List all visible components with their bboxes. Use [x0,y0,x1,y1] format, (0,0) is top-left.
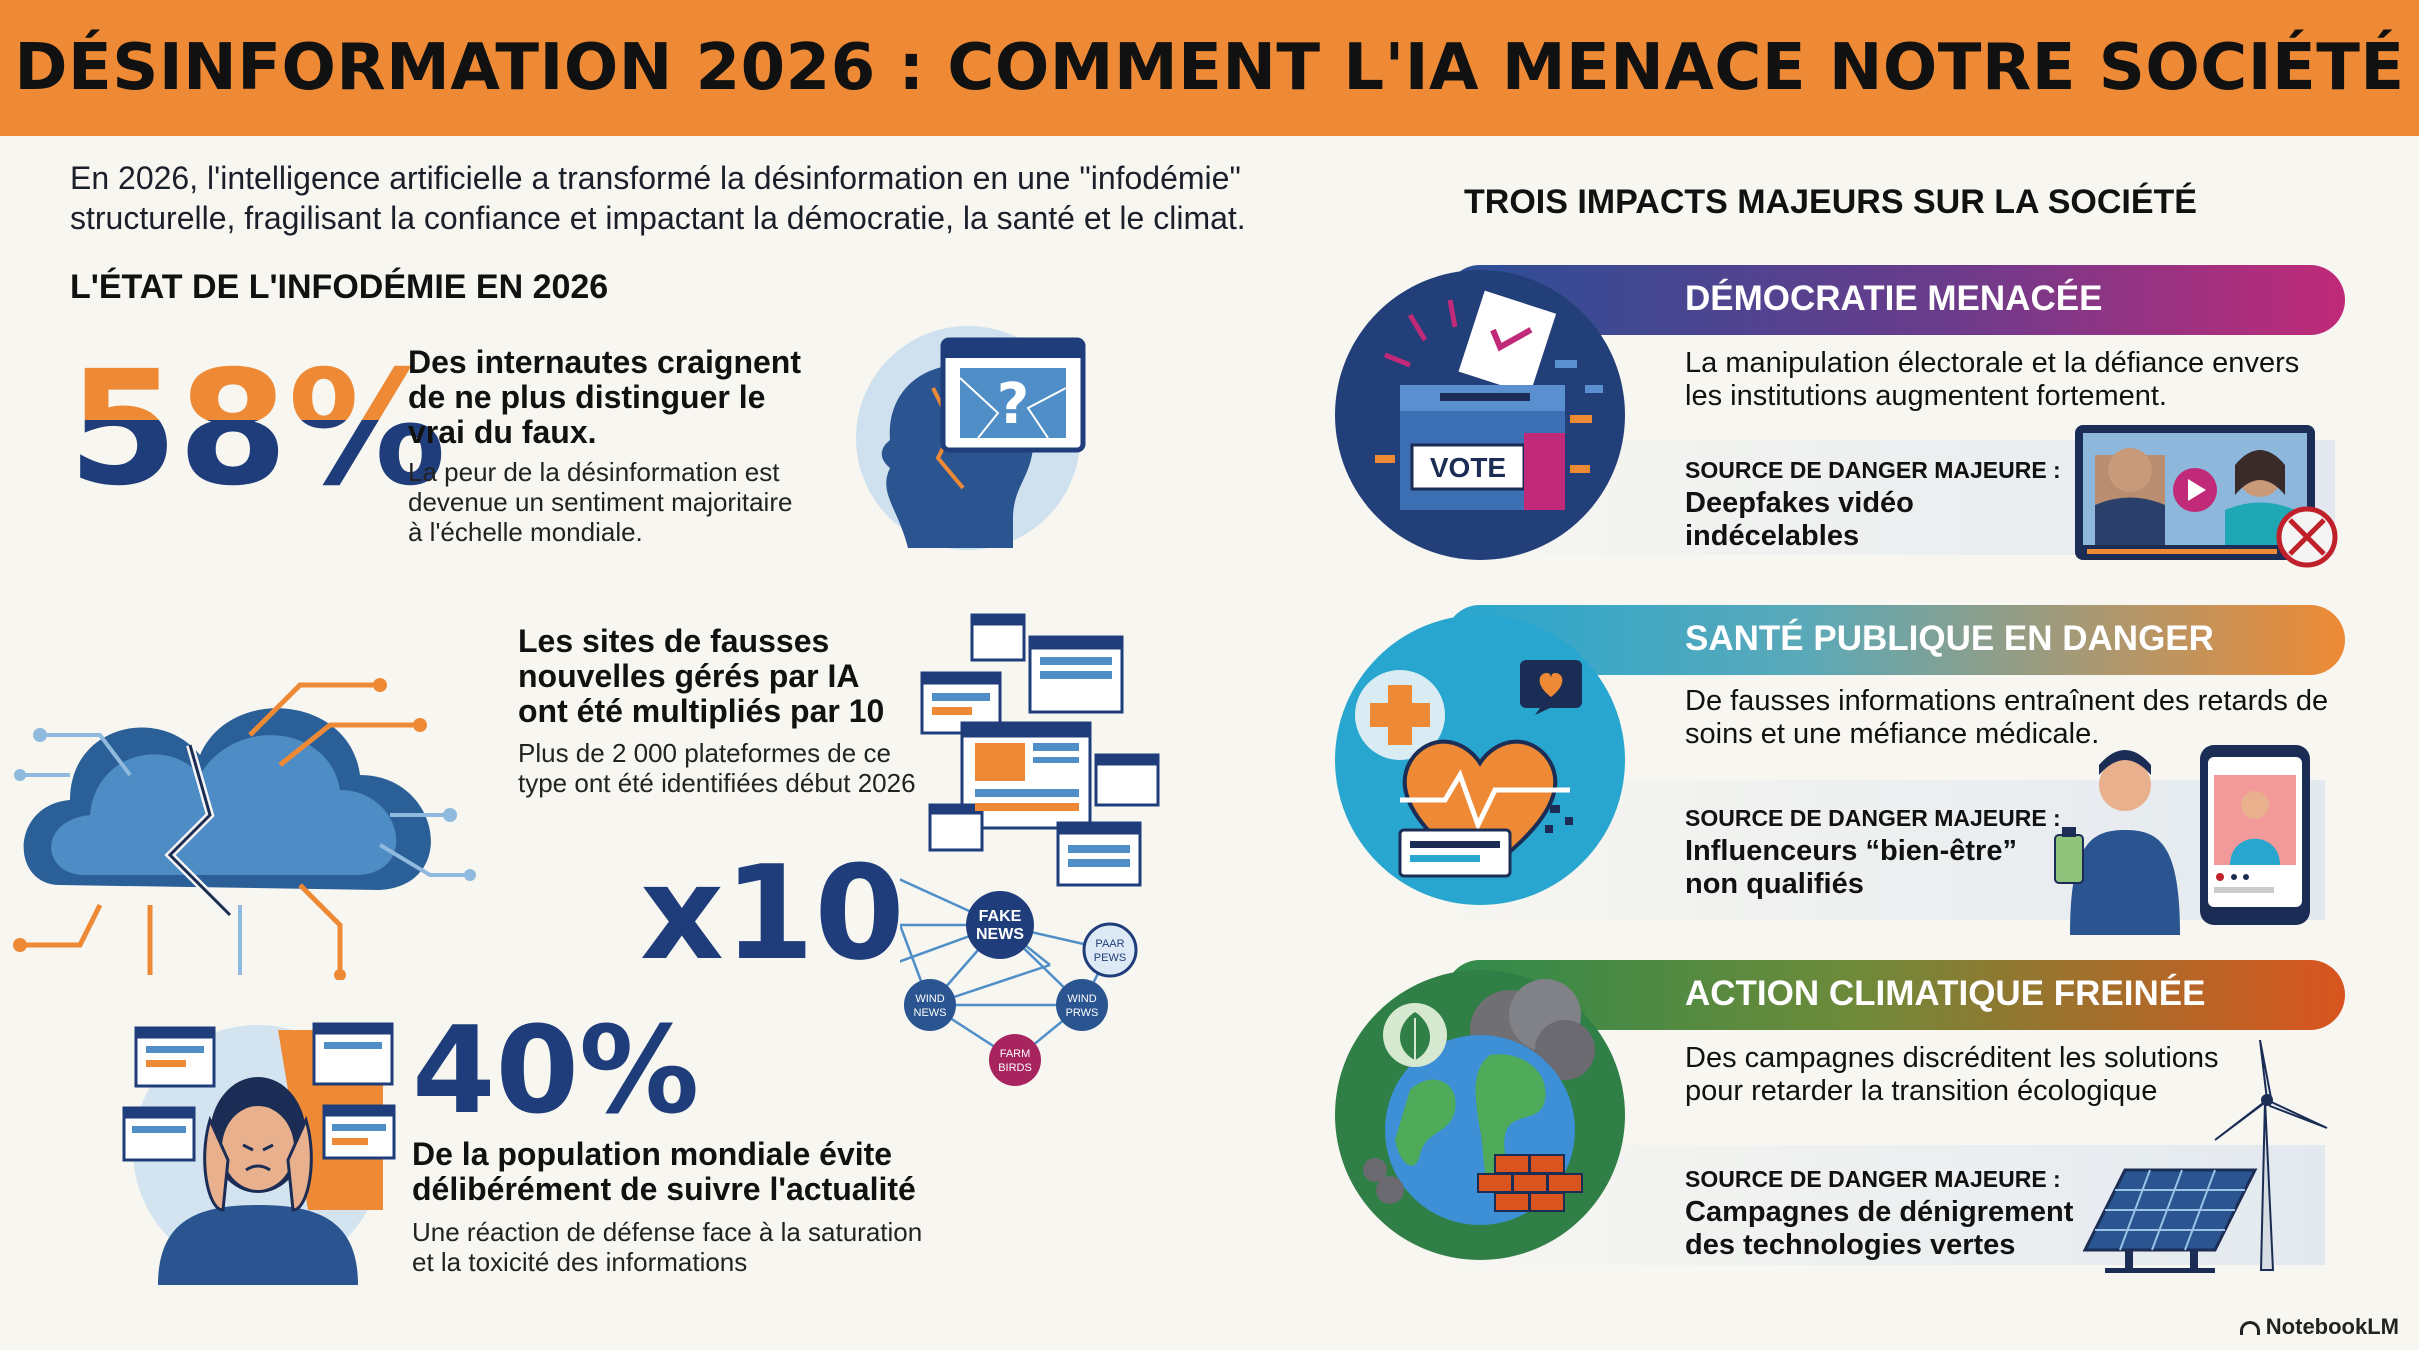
svg-text:NEWS: NEWS [976,926,1024,943]
broken-cloud-circuit-icon [0,585,480,980]
impact-card-democracy [1330,265,2345,570]
card-desc-line: La manipulation électorale et la défiance envers [1685,347,2300,379]
card-source-label: SOURCE DE DANGER MAJEURE : [1685,805,2061,831]
svg-text:BIRDS: BIRDS [998,1062,1032,1074]
stat-line: ont été multipliés par 10 [518,693,885,729]
right-section-title: TROIS IMPACTS MAJEURS SUR LA SOCIÉTÉ [1464,183,2197,221]
stat-40-desc [412,1217,1032,1277]
left-section-title: L'ÉTAT DE L'INFODÉMIE EN 2026 [70,268,609,306]
card-desc-line: soins et une méfiance médicale. [1685,718,2100,750]
card-source-label: SOURCE DE DANGER MAJEURE : [1685,457,2061,483]
card-desc [1685,347,2335,413]
fake-news-network-icon [900,605,1170,1095]
stat-line: Une réaction de défense face à la saturation [412,1217,923,1247]
stat-40-value: 40% [412,1002,700,1141]
stat-line: De la population mondiale évite [412,1136,893,1172]
card-source-value [1685,835,2017,901]
svg-text:NEWS: NEWS [913,1007,947,1019]
solar-wind-icon [2065,1040,2345,1275]
card-source-line: non qualifiés [1685,868,1864,900]
card-source-line: Deepfakes vidéo [1685,487,1914,519]
overwhelmed-person-icon [118,1010,403,1285]
heart-medical-icon [1330,605,1630,915]
card-title: DÉMOCRATIE MENACÉE [1685,279,2103,318]
stat-x10-value: x10 [640,837,905,989]
stat-58-number: 58% [68,337,447,521]
stat-line: vrai du faux. [408,414,597,450]
ballot-box-icon [1330,265,1630,565]
stat-line: nouvelles gérés par IA [518,658,860,694]
card-source-line: indécelables [1685,520,1860,552]
notebooklm-logo-icon [2240,1321,2260,1335]
card-source-line: Campagnes de dénigrement [1685,1196,2074,1228]
node-label: FAKE [978,908,1022,925]
stat-58-desc [408,457,848,547]
card-desc-line: Des campagnes discréditent les solutions [1685,1042,2219,1074]
card-desc-line: De fausses informations entraînent des retards de [1685,685,2329,717]
card-desc-line: les institutions augmentent fortement. [1685,380,2167,412]
stat-line: délibérément de suivre l'actualité [412,1171,916,1207]
intro-text [70,158,1270,238]
card-title: ACTION CLIMATIQUE FREINÉE [1685,974,2206,1013]
stat-line: type ont été identifiées début 2026 [518,768,916,798]
card-source-line: des technologies vertes [1685,1229,2016,1261]
stat-line: devenue un sentiment majoritaire [408,487,793,517]
card-title: SANTÉ PUBLIQUE EN DANGER [1685,619,2214,658]
stat-x10-title [518,624,938,729]
svg-text:?: ? [996,372,1030,437]
card-source-value [1685,1196,2073,1262]
svg-text:PEWS: PEWS [1093,952,1127,964]
stat-line: Des internautes craignent [408,344,801,380]
stat-line: de ne plus distinguer le [408,379,766,415]
intro-line: structurelle, fragilisant la confiance et impactant la démocratie, la santé et le climat. [70,200,1246,236]
globe-leaf-icon [1330,960,1630,1270]
card-source-label: SOURCE DE DANGER MAJEURE : [1685,1166,2061,1192]
page-title: DÉSINFORMATION 2026 : COMMENT L'IA MENACE NOTRE SOCIÉTÉ [14,31,2405,105]
wellness-influencer-icon [2050,735,2345,935]
notebooklm-brand [2240,1314,2399,1340]
card-desc-line: pour retarder la transition écologique [1685,1075,2158,1107]
card-source-value [1685,487,1914,553]
svg-text:WIND: WIND [1067,993,1097,1005]
intro-line: En 2026, l'intelligence artificielle a transformé la désinformation en une "infodémie" [70,160,1241,196]
svg-text:WIND: WIND [915,993,945,1005]
stat-line: Plus de 2 000 plateformes de ce [518,738,891,768]
impact-card-health [1330,605,2345,935]
stat-line: Les sites de fausses [518,623,830,659]
stat-line: à l'échelle mondiale. [408,517,643,547]
deepfake-video-icon [2075,425,2345,570]
svg-text:PAAR: PAAR [1095,938,1125,950]
brand-label: NotebookLM [2265,1314,2399,1339]
svg-text:FARM: FARM [999,1048,1031,1060]
card-source-line: Influenceurs “bien-être” [1685,835,2017,867]
impact-card-climate [1330,960,2345,1290]
stat-58-value [68,337,447,521]
confused-head-icon [838,318,1103,558]
stat-line: et la toxicité des informations [412,1247,748,1277]
stat-58-title [408,345,848,450]
stat-line: La peur de la désinformation est [408,457,780,487]
vote-label: VOTE [1429,452,1507,483]
stat-40-title [412,1137,1032,1207]
svg-text:PRWS: PRWS [1065,1007,1099,1019]
stat-x10-desc [518,738,938,798]
